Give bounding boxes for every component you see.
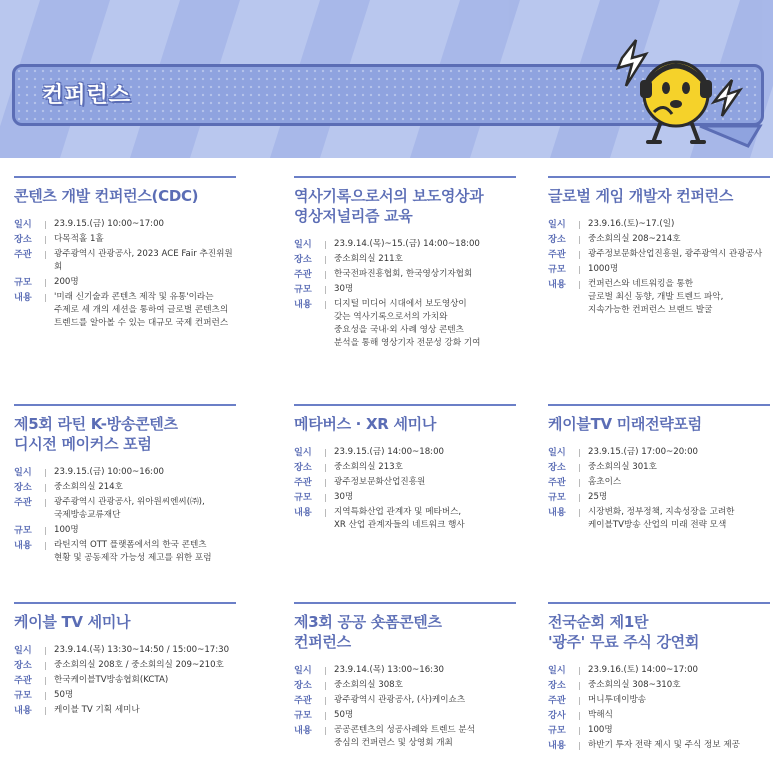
separator: | [578,478,581,487]
info-row [14,659,236,672]
info-key: 장소 [548,462,566,473]
separator: | [578,463,581,472]
info-value: 100명 [588,725,613,735]
info-key: 일시 [548,665,566,676]
info-key: 규모 [14,277,32,288]
info-row [294,238,516,251]
info-value: 23.9.14.(목) 13:30~14:50 / 15:00~17:30 [54,645,230,655]
info-value: 지역특화산업 관계자 및 메타버스, XR 산업 관계자들의 네트워크 행사 [334,507,465,530]
card-cdc [14,176,236,332]
info-key: 장소 [14,482,32,493]
info-value: 1000명 [588,264,619,274]
info-value: 30명 [334,284,354,294]
info-row [294,724,516,750]
info-key: 일시 [294,665,312,676]
info-row [14,704,236,717]
separator: | [324,463,327,472]
separator: | [44,468,47,477]
separator: | [578,508,581,517]
separator: | [324,240,327,249]
info-row [14,496,236,522]
info-key: 내용 [294,725,312,736]
card-divider [548,404,770,406]
page-title: 컨퍼런스 [42,83,132,108]
info-key: 내용 [548,507,566,518]
info-value: 디지털 미디어 시대에서 보도영상이 갖는 역사기록으로서의 가치와 중요성을 국내·외 사례 영상 콘텐츠 분석을 통해 영상기자 전문성 강화 기여 [334,299,481,348]
info-row [548,709,770,722]
card-title: 제5회 라틴 K-방송콘텐츠 디시전 메이커스 포럼 [14,415,178,453]
info-key: 장소 [294,254,312,265]
info-row [548,679,770,692]
info-value: 50명 [54,690,74,700]
card-title: 전국순회 제1탄 '광주' 무료 주식 강연회 [548,613,700,651]
info-value: 23.9.16.(토)~17.(일) [588,219,675,229]
separator: | [44,691,47,700]
separator: | [324,448,327,457]
card-divider [548,602,770,604]
card-title: 콘텐츠 개발 컨퍼런스(CDC) [14,187,199,205]
info-row [294,679,516,692]
card-news-video [294,176,516,352]
info-value: 시장변화, 정부정책, 지속성장을 고려한 케이블TV방송 산업의 미래 전략 모색 [588,507,735,530]
card-title: 케이블 TV 세미나 [14,613,131,631]
card-title: 제3회 공공 숏폼콘텐츠 컨퍼런스 [294,613,442,651]
info-value: 다목적홀 1홀 [54,234,104,244]
info-row [14,689,236,702]
separator: | [578,235,581,244]
info-key: 일시 [14,219,32,230]
info-row [294,476,516,489]
info-value: 케이블 TV 기획 세미나 [54,705,140,715]
info-row [14,291,236,330]
separator: | [324,300,327,309]
info-row [548,664,770,677]
info-key: 규모 [548,725,566,736]
info-row [14,644,236,657]
separator: | [578,250,581,259]
card-divider [14,602,236,604]
separator: | [578,493,581,502]
info-key: 장소 [14,660,32,671]
info-key: 주관 [548,695,566,706]
info-row [548,461,770,474]
card-divider [294,176,516,178]
info-row [294,506,516,532]
separator: | [44,526,47,535]
info-value: 컨퍼런스와 네트워킹을 통한 글로벌 최신 동향, 개발 트렌드 파악, 지속가능한 컨퍼런스 브랜드 발굴 [588,279,724,315]
info-row [14,248,236,274]
separator: | [44,250,47,259]
separator: | [324,285,327,294]
info-row [548,233,770,246]
info-key: 규모 [294,284,312,295]
info-value: 중소회의실 308~310호 [588,680,681,690]
info-key: 내용 [294,507,312,518]
separator: | [44,278,47,287]
info-value: 광주광역시 관광공사, (사)케이쇼츠 [334,695,466,705]
info-value: 한국케이블TV방송협회(KCTA) [54,675,169,685]
info-row [14,674,236,687]
info-row [548,491,770,504]
info-value: 25명 [588,492,608,502]
card-cable-seminar [14,602,236,719]
info-row [548,446,770,459]
separator: | [324,666,327,675]
info-row [548,739,770,752]
card-metaverse-xr [294,404,516,534]
separator: | [578,741,581,750]
info-key: 일시 [294,447,312,458]
info-key: 주관 [294,695,312,706]
info-key: 일시 [14,467,32,478]
card-latin-forum [14,404,236,567]
separator: | [324,696,327,705]
info-row [548,694,770,707]
separator: | [578,726,581,735]
lightning-bolt-icon [714,80,740,116]
info-key: 강사 [548,710,566,721]
info-key: 규모 [14,525,32,536]
info-value: 박해식 [588,710,613,720]
info-key: 일시 [548,447,566,458]
info-row [294,446,516,459]
info-key: 내용 [14,705,32,716]
separator: | [578,280,581,289]
header-banner [0,0,773,158]
info-key: 일시 [294,239,312,250]
info-value: 중소회의실 213호 [334,462,403,472]
info-value: 광주정보문화산업진흥원 [334,477,426,487]
info-key: 내용 [294,299,312,310]
info-row [294,268,516,281]
info-key: 규모 [294,492,312,503]
info-row [294,283,516,296]
card-shortform [294,602,516,752]
info-key: 장소 [548,234,566,245]
mascot-illustration [602,28,752,148]
info-value: 광주광역시 관광공사, 2023 ACE Fair 추진위원회 [54,249,233,272]
info-key: 장소 [14,234,32,245]
info-key: 주관 [548,477,566,488]
info-row [14,233,236,246]
info-value: '미래 신기술과 콘텐츠 제작 및 유통'이라는 주제로 세 개의 세션을 통하여 글로벌 콘텐츠의 트렌드를 알아볼 수 있는 대규모 국제 컨퍼런스 [54,292,229,328]
info-value: 한국전파진흥협회, 한국영상기자협회 [334,269,473,279]
info-value: 중소회의실 308호 [334,680,403,690]
info-key: 규모 [294,710,312,721]
separator: | [578,666,581,675]
info-value: 23.9.15.(금) 10:00~16:00 [54,467,165,477]
info-key: 장소 [548,680,566,691]
separator: | [324,255,327,264]
card-title: 글로벌 게임 개발자 컨퍼런스 [548,187,734,205]
separator: | [44,541,47,550]
info-row [548,218,770,231]
info-key: 내용 [14,540,32,551]
info-key: 일시 [548,219,566,230]
info-key: 주관 [548,249,566,260]
info-row [294,461,516,474]
separator: | [324,270,327,279]
info-value: 23.9.14.(목)~15.(금) 14:00~18:00 [334,239,480,249]
info-row [14,524,236,537]
info-value: 23.9.15.(금) 10:00~17:00 [54,219,165,229]
info-value: 머니투데이방송 [588,695,647,705]
separator: | [578,265,581,274]
separator: | [324,493,327,502]
separator: | [324,681,327,690]
separator: | [44,646,47,655]
info-row [14,481,236,494]
card-title: 메타버스 · XR 세미나 [294,415,437,433]
info-value: 23.9.14.(목) 13:00~16:30 [334,665,445,675]
info-row [14,276,236,289]
card-divider [294,602,516,604]
card-game-dev [548,176,770,319]
separator: | [44,293,47,302]
separator: | [44,661,47,670]
info-row [14,466,236,479]
info-key: 주관 [14,497,32,508]
separator: | [44,498,47,507]
card-title: 케이블TV 미래전략포럼 [548,415,702,433]
info-value: 중소회의실 301호 [588,462,657,472]
card-divider [14,176,236,178]
info-row [294,709,516,722]
separator: | [578,220,581,229]
info-key: 내용 [14,292,32,303]
card-stock-lecture [548,602,770,754]
card-divider [548,176,770,178]
separator: | [44,676,47,685]
info-key: 규모 [548,264,566,275]
info-value: 광주정보문화산업진흥원, 광주광역시 관광공사 [588,249,763,259]
info-key: 내용 [548,740,566,751]
lightning-bolt-icon [618,40,646,86]
info-value: 라틴지역 OTT 플랫폼에서의 한국 콘텐츠 현황 및 공동제작 가능성 제고를 위한 포럼 [54,540,212,563]
info-row [294,664,516,677]
separator: | [44,235,47,244]
separator: | [44,483,47,492]
info-value: 중소회의실 211호 [334,254,403,264]
info-key: 주관 [294,477,312,488]
info-row [14,539,236,565]
info-value: 공공콘텐츠의 성공사례와 트렌드 분석 중심의 컨퍼런스 및 상영회 개최 [334,725,476,748]
info-value: 23.9.16.(토) 14:00~17:00 [588,665,699,675]
separator: | [324,711,327,720]
separator: | [44,706,47,715]
info-row [548,506,770,532]
info-row [548,724,770,737]
info-value: 100명 [54,525,79,535]
separator: | [44,220,47,229]
info-value: 50명 [334,710,354,720]
info-value: 200명 [54,277,79,287]
info-row [548,248,770,261]
card-cable-forum [548,404,770,534]
info-key: 장소 [294,462,312,473]
info-key: 장소 [294,680,312,691]
info-row [294,253,516,266]
info-row [548,476,770,489]
info-value: 30명 [334,492,354,502]
info-row [294,694,516,707]
separator: | [578,448,581,457]
info-value: 중소회의실 208호 / 중소회의실 209~210호 [54,660,224,670]
separator: | [324,508,327,517]
info-key: 규모 [14,690,32,701]
info-value: 광주광역시 관광공사, 위아원씨엔씨(㈜), 국제방송교류재단 [54,497,205,520]
info-value: 23.9.15.(금) 14:00~18:00 [334,447,445,457]
info-key: 내용 [548,279,566,290]
info-row [548,263,770,276]
info-key: 주관 [14,249,32,260]
info-key: 주관 [14,675,32,686]
info-value: 중소회의실 214호 [54,482,123,492]
info-key: 주관 [294,269,312,280]
card-divider [294,404,516,406]
info-value: 중소회의실 208~214호 [588,234,681,244]
separator: | [578,681,581,690]
info-value: 홈초이스 [588,477,622,487]
info-row [548,278,770,317]
separator: | [578,711,581,720]
info-row [294,298,516,350]
separator: | [324,726,327,735]
info-value: 하반기 투자 전략 제시 및 주식 정보 제공 [588,740,740,750]
card-title: 역사기록으로서의 보도영상과 영상저널리즘 교육 [294,187,484,225]
info-value: 23.9.15.(금) 17:00~20:00 [588,447,699,457]
info-row [14,218,236,231]
info-row [294,491,516,504]
info-key: 규모 [548,492,566,503]
info-key: 일시 [14,645,32,656]
separator: | [324,478,327,487]
separator: | [578,696,581,705]
card-divider [14,404,236,406]
